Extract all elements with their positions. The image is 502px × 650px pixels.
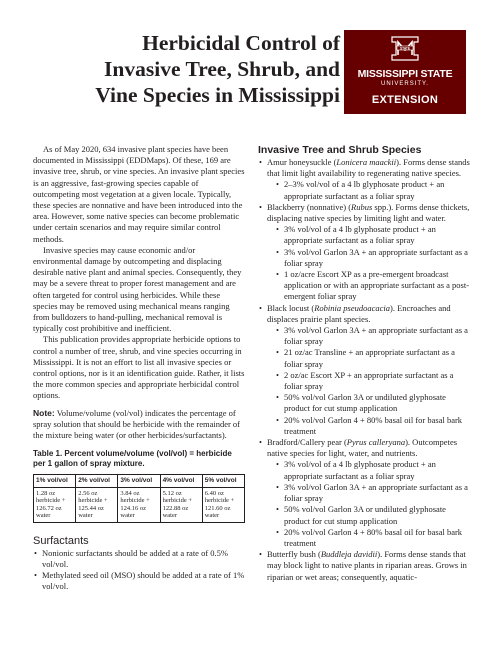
species-desc: ). Forms dense stands that limit light availability to regenerating native species. (267, 157, 470, 179)
list-item: • Methylated seed oil (MSO) should be added at a rate of 1% vol/vol. (33, 570, 245, 592)
species-item (258, 202, 470, 303)
right-column (258, 144, 470, 583)
surfactants-heading: Surfactants (33, 534, 89, 547)
control-option: • 20% vol/vol Garlon 4 + 80% basal oil for basal bark treatment (275, 527, 470, 549)
document-title (40, 30, 340, 108)
species-latin: Pyrus calleryana (346, 437, 406, 448)
control-option: • 3% vol/vol of a 4 lb glyphosate product + an appropriate surfactant as a foliar spray (275, 459, 470, 481)
control-option: • 3% vol/vol Garlon 3A + an appropriate surfactant as a foliar spray (275, 247, 470, 269)
table-header: 2% vol/vol (76, 475, 118, 488)
species-latin: Robinia pseudoacacia (314, 302, 390, 313)
species-name: Amur honeysuckle ( (267, 157, 337, 167)
title-line-3: Vine Species in Mississippi (95, 83, 340, 107)
table-row (34, 487, 245, 522)
intro-paragraph: This publication provides appropriate herbicide options to control a number of tree, shrub, and vine species occurring in Mississippi. It is not an effort to list all invasive species or control options, nor is it an identification guide. Rather, it lists the more common species and appropriate herbicidal control options. (33, 334, 245, 401)
note-paragraph (33, 408, 245, 442)
control-options (275, 459, 470, 549)
control-option: • 2–3% vol/vol of a 4 lb glyphosate product + an appropriate surfactant as a foliar spray (275, 179, 470, 201)
species-latin: Buddleja davidii (320, 549, 378, 560)
species-name: Butterfly bush ( (267, 549, 321, 560)
title-line-1: Herbicidal Control of (142, 31, 340, 55)
title-line-2: Invasive Tree, Shrub, and (104, 57, 340, 81)
table-header: 3% vol/vol (118, 475, 160, 488)
control-option: • 3% vol/vol Garlon 3A + an appropriate surfactant as a foliar spray (275, 482, 470, 504)
control-options (275, 179, 470, 201)
control-option: • 21 oz/ac Transline + an appropriate surfactant as a foliar spray (275, 347, 470, 369)
control-option: • 3% vol/vol Garlon 3A + an appropriate surfactant as a foliar spray (275, 325, 470, 347)
note-text: Volume/volume (vol/vol) indicates the percentage of spray solution that should be herbicide with the remainder of the mixture being water (or other herbicides/surfactants). (33, 407, 241, 441)
control-option: • 50% vol/vol Garlon 3A or undiluted glyphosate product for cut stump application (275, 392, 470, 414)
species-name: Blackberry (nonnative) ( (267, 201, 352, 212)
species-item (258, 157, 470, 202)
seal-text: STATE (400, 46, 410, 51)
control-option: • 2 oz/ac Escort XP + an appropriate surfactant as a foliar spray (275, 370, 470, 392)
control-option: • 1 oz/acre Escort XP as a pre-emergent broadcast application or with an appropriate surfactant as a post-emergent foliar spray (275, 269, 470, 303)
intro-paragraph: As of May 2020, 634 invasive plant species have been documented in Mississippi (EDDMaps). Of these, 169 are invasive tree, shrub, or vine species. An invasive plant species is an aggressive, fast-growing species capable of outcompeting most vegetation at a given locale. Typically, these species are nonnative and have been introduced into the area. However, some native species can become problematic under certain scenarios and may require similar control methods. (33, 144, 245, 244)
table-cell: 5.12 oz herbicide + 122.88 oz water (160, 487, 202, 522)
table-header: 1% vol/vol (34, 475, 76, 488)
control-options (275, 224, 470, 302)
logo-name: MISSISSIPPI STATE (357, 68, 453, 80)
table-cell: 3.84 oz herbicide + 124.16 oz water (118, 487, 160, 522)
species-item (258, 549, 470, 583)
note-label: Note: (33, 407, 55, 418)
species-latin: Lonicera maackii (336, 157, 397, 167)
intro-paragraph: Invasive species may cause economic and/or environmental damage by outcompeting and displacing desirable native plant and animal species. Consequently, they may be a severe threat to proper forest management and are often targeted for control using herbicides. While these species may be removed using mechanical means ranging from bulldozers to hand-pulling, mechanical removal is typically cost prohibitive and inefficient. (33, 244, 242, 334)
control-option: • 3% vol/vol of a 4 lb glyphosate product + an appropriate surfactant as a foliar spray (275, 224, 470, 246)
species-item (258, 303, 470, 437)
control-option: • 20% vol/vol Garlon 4 + 80% basal oil for basal bark treatment (275, 415, 470, 437)
msu-extension-logo (344, 30, 466, 114)
table-cell: 1.28 oz herbicide + 126.72 oz water (34, 487, 76, 522)
species-section-heading: Invasive Tree and Shrub Species (258, 144, 422, 156)
logo-unit: EXTENSION (371, 94, 439, 106)
species-name: Bradford/Callery pear ( (267, 437, 347, 448)
species-desc: ). Outcompetes native species for light, water, and nutrients. (267, 437, 458, 459)
control-option: • 50% vol/vol Garlon 3A or undiluted glyphosate product for cut stump application (275, 504, 470, 526)
list-item: • Nonionic surfactants should be added at a rate of 0.5% vol/vol. (33, 548, 245, 570)
control-options (275, 325, 470, 437)
species-desc: spp.). Forms dense thickets, displacing native species by limiting light and water. (267, 201, 470, 224)
species-desc: ). Encroaches and displaces prairie plant species. (267, 302, 451, 324)
logo-sub: UNIVERSITY. (381, 81, 429, 87)
table-cell: 6.40 oz herbicide + 121.60 oz water (202, 487, 244, 522)
left-column (33, 144, 245, 593)
species-latin: Rubus (351, 201, 373, 212)
msu-seal-icon (390, 35, 420, 61)
table-title: Table 1. Percent volume/volume (vol/vol) = herbicide per 1 gallon of spray mixture. (33, 449, 232, 469)
species-name: Black locust ( (267, 302, 315, 313)
species-desc: ). Forms dense stands that may block light to native plants in riparian areas. Grows in riparian or wet areas; consequently, aquatic- (267, 549, 467, 582)
table-cell: 2.56 oz herbicide + 125.44 oz water (76, 487, 118, 522)
volume-table (33, 474, 245, 523)
table-header: 5% vol/vol (202, 475, 244, 488)
surfactants-list (33, 548, 245, 593)
table-header-row (34, 475, 245, 488)
species-list (258, 157, 470, 583)
table-header: 4% vol/vol (160, 475, 202, 488)
species-item (258, 437, 470, 549)
